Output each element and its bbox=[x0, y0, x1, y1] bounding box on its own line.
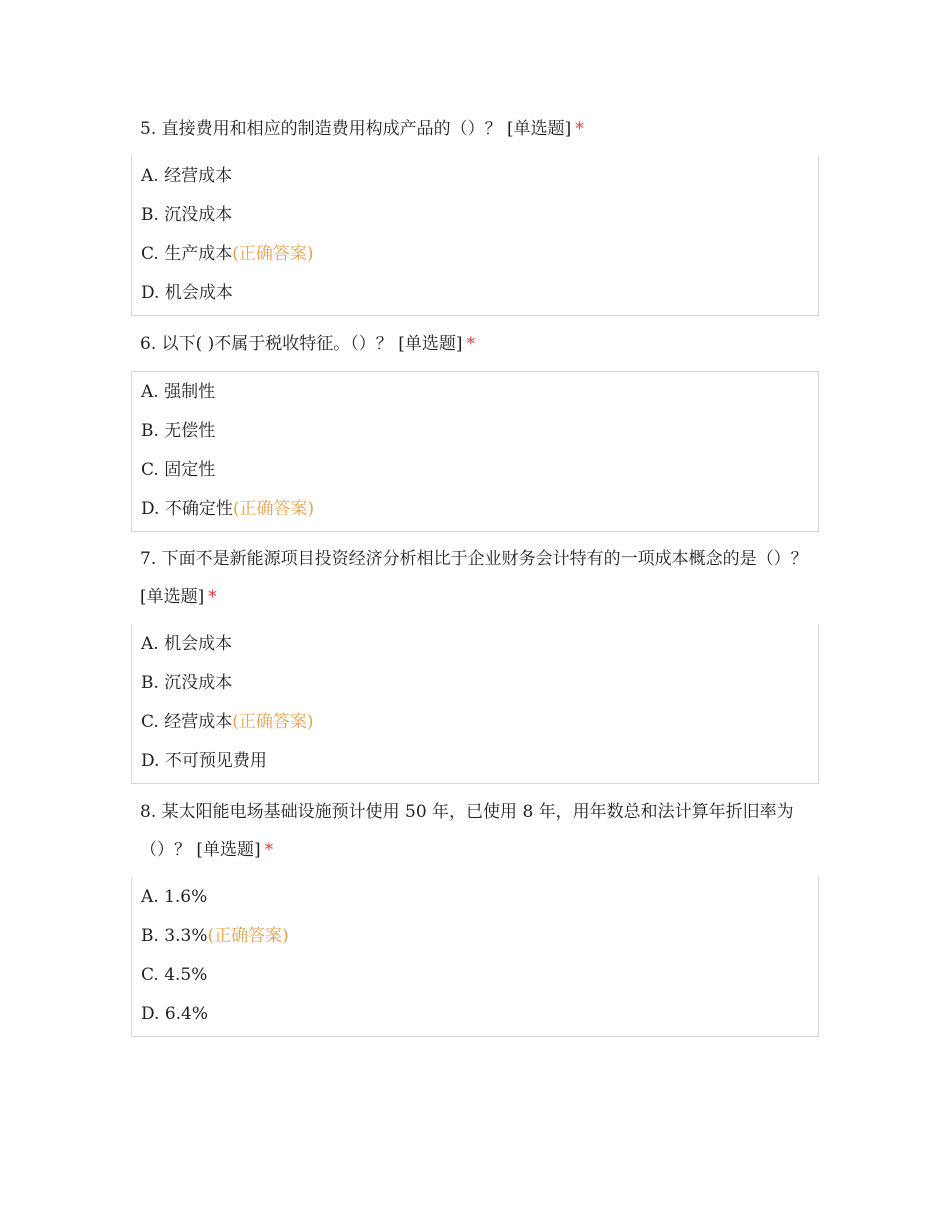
question-text: 8. 某太阳能电场基础设施预计使用 50 年，已使用 8 年，用年数总和法计算年折旧率为（）？ [单选题] bbox=[140, 802, 794, 860]
question-title bbox=[131, 110, 819, 148]
option-label: C. 固定性 bbox=[141, 460, 216, 480]
option-label: B. 无偿性 bbox=[141, 421, 216, 441]
correct-answer-tag: (正确答案) bbox=[232, 244, 314, 264]
option-label: D. 不可预见费用 bbox=[141, 751, 267, 771]
option-label: C. 4.5% bbox=[141, 965, 208, 985]
correct-answer-tag: (正确答案) bbox=[232, 712, 314, 732]
options-box bbox=[131, 371, 819, 532]
question-title bbox=[131, 325, 819, 363]
option-b[interactable] bbox=[132, 412, 818, 451]
option-a[interactable] bbox=[132, 373, 818, 412]
option-b[interactable] bbox=[132, 196, 818, 235]
option-c[interactable] bbox=[132, 235, 818, 274]
question-title bbox=[131, 793, 819, 869]
option-label: D. 6.4% bbox=[141, 1004, 209, 1024]
option-label: D. 机会成本 bbox=[141, 283, 233, 303]
correct-answer-tag: (正确答案) bbox=[232, 499, 315, 519]
required-star: * bbox=[264, 840, 274, 860]
option-b[interactable] bbox=[132, 917, 818, 956]
option-label: D. 不确定性 bbox=[141, 499, 233, 519]
required-star: * bbox=[575, 119, 584, 139]
option-d[interactable] bbox=[132, 274, 818, 313]
option-label: A. 1.6% bbox=[141, 887, 208, 907]
question-8 bbox=[131, 793, 819, 1037]
option-label: A. 机会成本 bbox=[141, 634, 233, 654]
required-star: * bbox=[466, 334, 475, 354]
option-a[interactable] bbox=[132, 157, 818, 196]
option-b[interactable] bbox=[132, 664, 818, 703]
option-a[interactable] bbox=[132, 625, 818, 664]
option-label: B. 沉没成本 bbox=[141, 673, 233, 693]
option-c[interactable] bbox=[132, 956, 818, 995]
correct-answer-tag: (正确答案) bbox=[207, 926, 289, 946]
option-d[interactable] bbox=[132, 995, 818, 1034]
option-c[interactable] bbox=[132, 451, 818, 490]
option-label: C. 经营成本 bbox=[141, 712, 233, 732]
option-d[interactable] bbox=[132, 742, 818, 781]
option-a[interactable] bbox=[132, 878, 818, 917]
option-label: A. 经营成本 bbox=[141, 166, 233, 186]
question-text: 5. 直接费用和相应的制造费用构成产品的（）？ [单选题] bbox=[140, 119, 572, 139]
option-label: A. 强制性 bbox=[141, 382, 216, 402]
option-label: B. 沉没成本 bbox=[141, 205, 233, 225]
options-box bbox=[131, 877, 819, 1037]
question-text: 6. 以下( )不属于税收特征。（）？ [单选题] bbox=[140, 334, 463, 354]
option-d[interactable] bbox=[132, 490, 818, 529]
option-label: C. 生产成本 bbox=[141, 244, 233, 264]
options-box bbox=[131, 156, 819, 316]
question-5 bbox=[131, 110, 819, 316]
option-label: B. 3.3% bbox=[141, 926, 208, 946]
options-box bbox=[131, 624, 819, 784]
required-star: * bbox=[208, 587, 217, 607]
question-text: 7. 下面不是新能源项目投资经济分析相比于企业财务会计特有的一项成本概念的是（）？ [单选题] bbox=[140, 549, 808, 607]
question-7 bbox=[131, 540, 819, 784]
question-6 bbox=[131, 325, 819, 532]
option-c[interactable] bbox=[132, 703, 818, 742]
question-title bbox=[131, 540, 819, 616]
